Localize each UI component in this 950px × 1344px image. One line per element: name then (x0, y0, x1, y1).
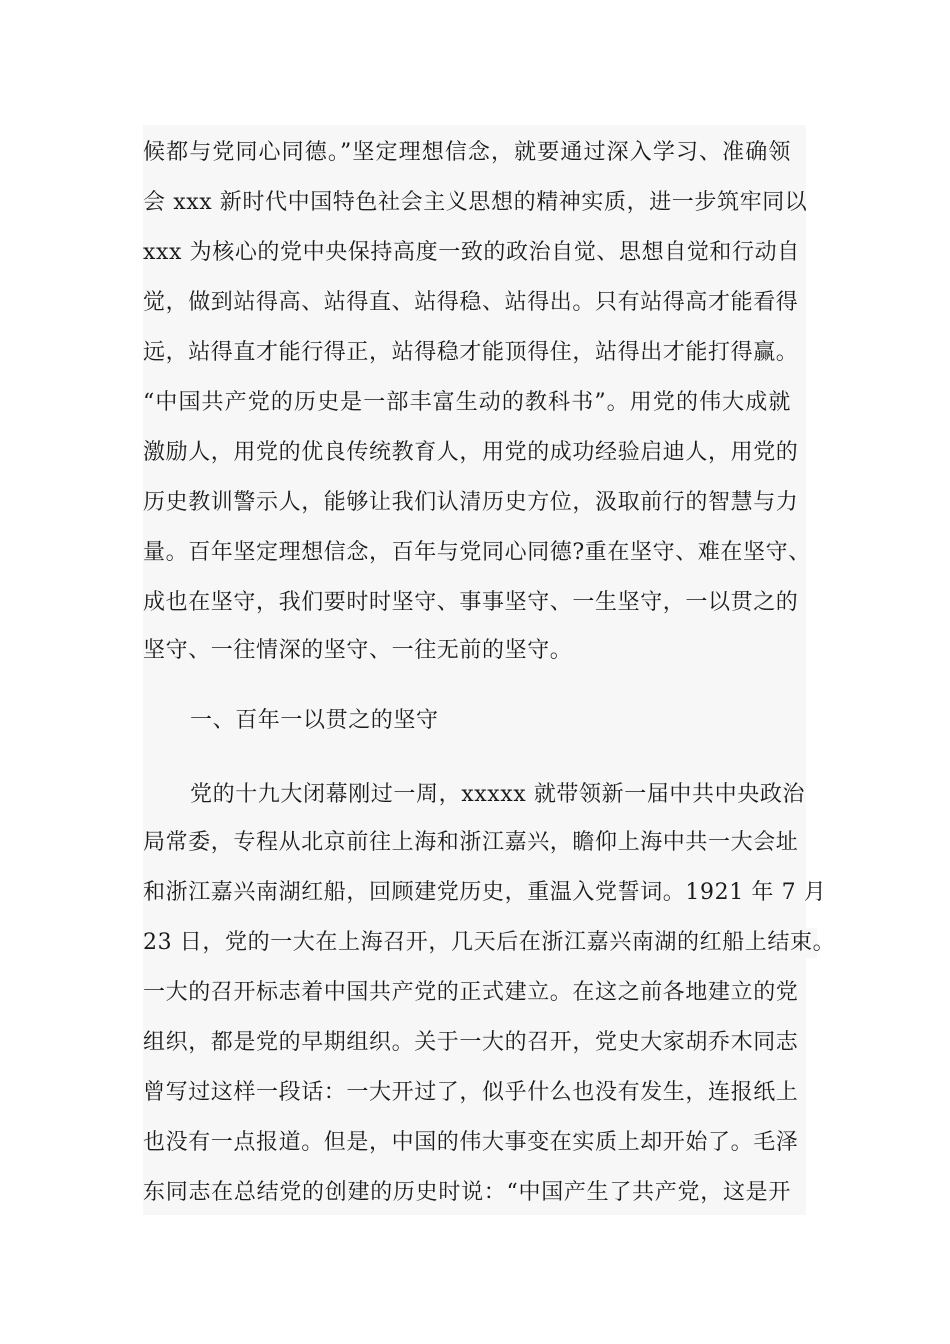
paragraph-line: 党的十九大闭幕刚过一周，xxxxx 就带领新一届中共中央政治 (190, 782, 806, 807)
paragraph-line: 历史教训警示人，能够让我们认清历史方位，汲取前行的智慧与力 (143, 490, 799, 515)
paragraph-line: 坚守、一往情深的坚守、一往无前的坚守。 (143, 638, 573, 663)
paragraph-line: 和浙江嘉兴南湖红船，回顾建党历史，重温入党誓词。1921 年 7 月 (143, 880, 827, 905)
section-heading: 一、百年一以贯之的坚守 (190, 708, 439, 733)
paragraph-line: 量。百年坚定理想信念，百年与党同心同德?重在坚守、难在坚守、 (143, 540, 811, 565)
paragraph-line: 局常委，专程从北京前往上海和浙江嘉兴，瞻仰上海中共一大会址 (143, 830, 799, 855)
paragraph-line: “中国共产党的历史是一部丰富生动的教科书”。用党的伟大成就 (143, 390, 791, 415)
paragraph-line: xxx 为核心的党中央保持高度一致的政治自觉、思想自觉和行动自 (143, 240, 800, 265)
paragraph-line: 激励人，用党的优良传统教育人，用党的成功经验启迪人，用党的 (143, 440, 799, 465)
paragraph-line: 组织，都是党的早期组织。关于一大的召开，党史大家胡乔木同志 (143, 1030, 799, 1055)
paragraph-line: 23 日，党的一大在上海召开，几天后在浙江嘉兴南湖的红船上结束。 (143, 928, 817, 958)
paragraph-line: 远，站得直才能行得正，站得稳才能顶得住，站得出才能打得赢。 (143, 340, 799, 365)
paragraph-line: 东同志在总结党的创建的历史时说：“中国产生了共产党，这是开 (143, 1180, 791, 1205)
paragraph-line: 曾写过这样一段话：一大开过了，似乎什么也没有发生，连报纸上 (143, 1080, 799, 1105)
paragraph-line: 觉，做到站得高、站得直、站得稳、站得出。只有站得高才能看得 (143, 290, 799, 315)
paragraph-line: 也没有一点报道。但是，中国的伟大事变在实质上却开始了。毛泽 (143, 1130, 799, 1155)
paragraph-line: 一大的召开标志着中国共产党的正式建立。在这之前各地建立的党 (143, 980, 799, 1005)
paragraph-line: 候都与党同心同德。”坚定理想信念，就要通过深入学习、准确领 (143, 140, 791, 165)
paragraph-line: 会 xxx 新时代中国特色社会主义思想的精神实质，进一步筑牢同以 (143, 190, 808, 215)
paragraph-line: 成也在坚守，我们要时时坚守、事事坚守、一生坚守，一以贯之的 (143, 590, 799, 615)
